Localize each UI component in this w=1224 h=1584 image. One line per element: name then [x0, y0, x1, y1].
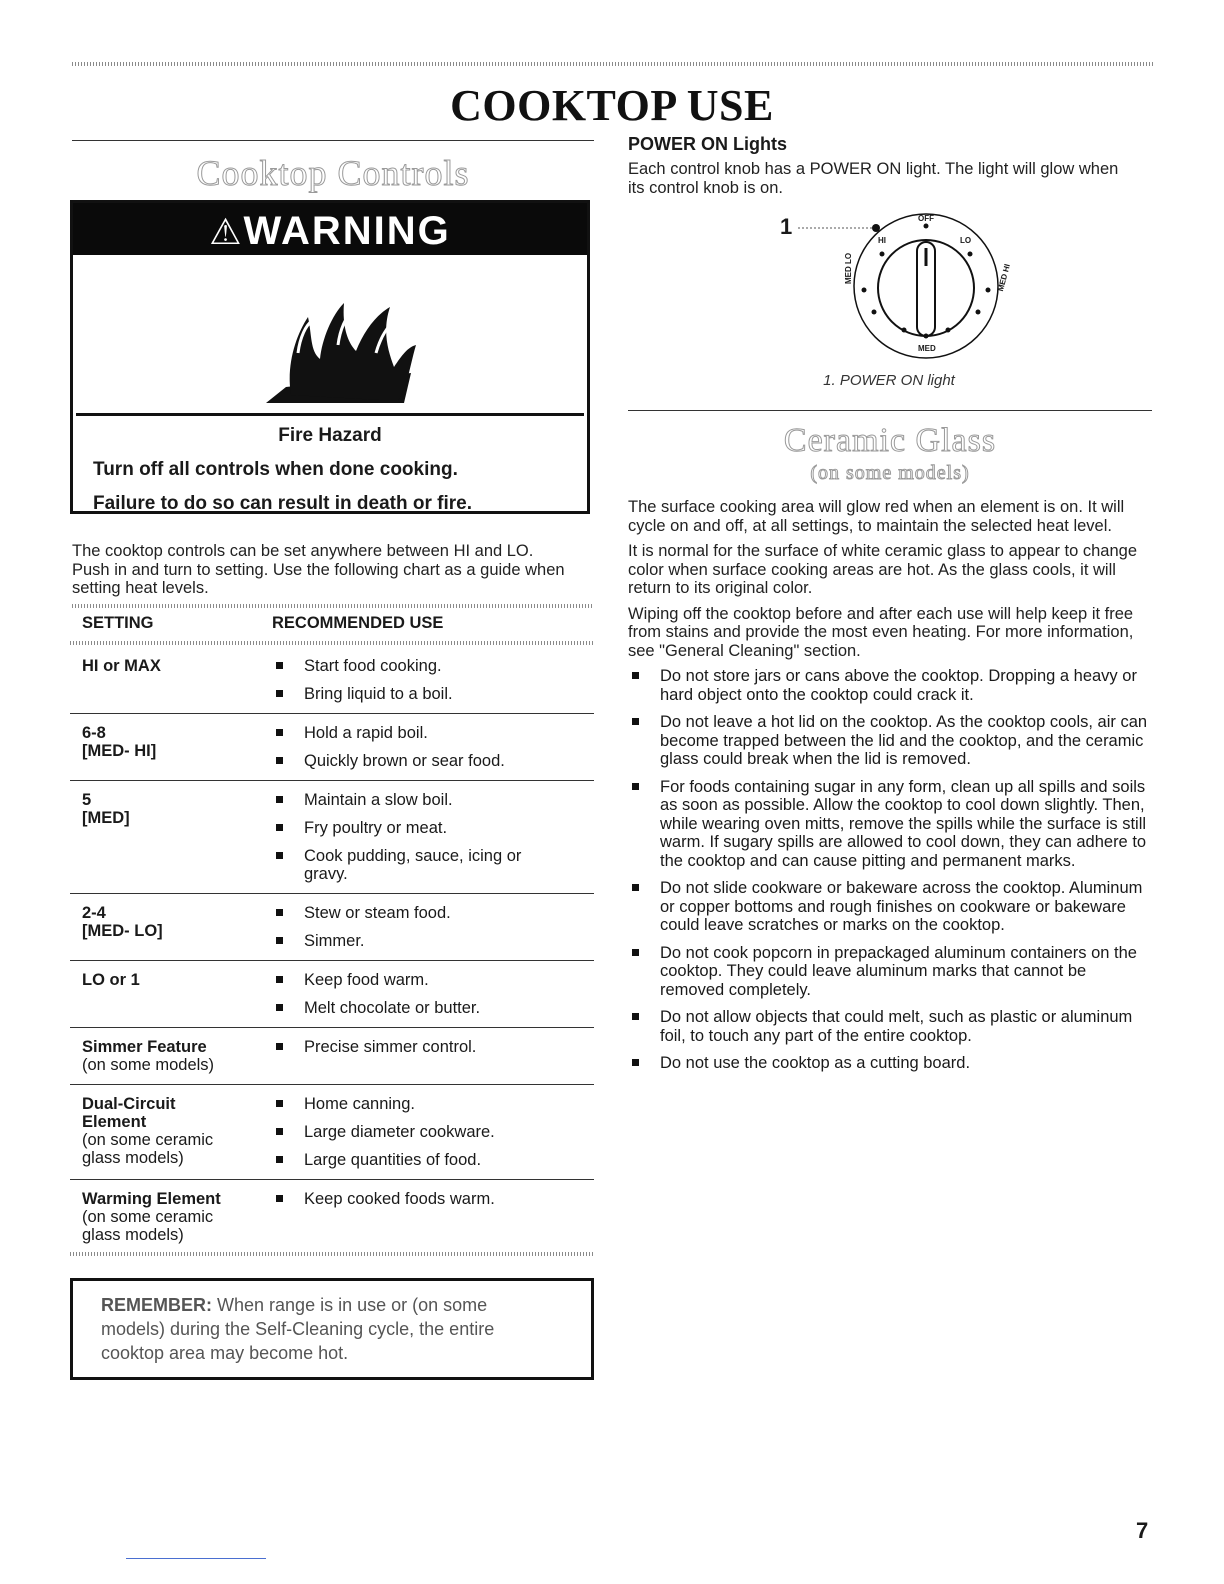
setting-name: 2-4: [82, 904, 106, 922]
ceramic-bullet-list: [628, 667, 1148, 1073]
ceramic-paragraph: It is normal for the surface of white ceramic glass to appear to change color when surface cooking areas are hot. As the glass cools, it will return to its original color.: [628, 542, 1138, 597]
warning-line-1: Turn off all controls when done cooking.: [93, 459, 458, 480]
list-item: Keep food warm.: [272, 971, 594, 989]
warning-box: [70, 200, 590, 514]
list-item: Simmer.: [272, 932, 594, 950]
list-item: Do not cook popcorn in prepackaged aluminum containers on the cooktop. They could leave aluminum marks that cannot be removed completely.: [628, 944, 1148, 1000]
remember-label: REMEMBER:: [101, 1295, 212, 1315]
setting-note: (on some ceramic glass models): [82, 1208, 214, 1244]
warning-label: WARNING: [243, 209, 451, 253]
use-list: [272, 1038, 594, 1056]
table-top-rule: [72, 604, 594, 608]
list-item: For foods containing sugar in any form, clean up all spills and soils as soon as possible. Allow the cooktop to cool down slightly. Then, while wearing oven mitts, remove the spills while the surface is still warm. If sugary spills are allowed to cool down, they can adhere to the cooktop and can cause pitting and permanent marks.: [628, 778, 1148, 871]
bottom-link-rule: [126, 1558, 266, 1559]
ceramic-glass-heading: Ceramic Glass: [783, 422, 997, 459]
table-row: [70, 781, 594, 894]
page-number: 7: [1136, 1518, 1149, 1543]
use-list: [272, 1190, 594, 1208]
ceramic-paragraph: The surface cooking area will glow red when an element is on. It will cycle on and off, at all settings, to maintain the selected heat level.: [628, 498, 1125, 535]
knob-label-med: MED: [918, 344, 936, 353]
list-item: Do not use the cooktop as a cutting board.: [628, 1054, 1148, 1073]
control-knob-illustration: [774, 206, 1024, 366]
list-item: Large quantities of food.: [272, 1151, 594, 1169]
col-use-header: RECOMMENDED USE: [272, 614, 444, 632]
list-item: Stew or steam food.: [272, 904, 594, 922]
list-item: Quickly brown or sear food.: [272, 752, 594, 770]
controls-intro: The cooktop controls can be set anywhere between HI and LO. Push in and turn to setting. Use the following chart as a guide when setting heat levels.: [72, 542, 565, 597]
use-list: [272, 971, 594, 1017]
top-rule: [72, 62, 1154, 66]
right-section-rule: [628, 410, 1152, 411]
setting-name: 6-8: [82, 724, 106, 742]
warning-banner: [73, 203, 587, 255]
flame-icon: [76, 255, 590, 413]
table-row: [70, 645, 594, 714]
list-item: Large diameter cookware.: [272, 1123, 594, 1141]
knob-label-med-lo: MED LO: [844, 252, 853, 284]
list-item: Keep cooked foods warm.: [272, 1190, 594, 1208]
warning-line-2: Failure to do so can result in death or fire.: [93, 493, 473, 514]
setting-name: Warming Element: [82, 1190, 221, 1208]
setting-name: Simmer Feature: [82, 1038, 207, 1056]
power-on-heading: POWER ON Lights: [628, 134, 787, 154]
setting-name-2: [MED- LO]: [82, 922, 163, 940]
col-setting-header: SETTING: [82, 614, 154, 632]
use-list: [272, 657, 594, 703]
knob-callout-number: 1: [780, 214, 793, 239]
table-row: [70, 714, 594, 781]
warning-triangle-icon: ⚠: [209, 211, 244, 252]
use-list: [272, 1095, 594, 1169]
ceramic-glass-body: [628, 498, 1148, 1082]
settings-table: [70, 612, 594, 1256]
use-list: [272, 791, 522, 883]
power-on-text: Each control knob has a POWER ON light. The light will glow when its control knob is on.: [628, 160, 1119, 197]
setting-name-2: [MED- HI]: [82, 742, 157, 760]
list-item: Do not leave a hot lid on the cooktop. As the cooktop cools, air can become trapped between the lid and the cooktop, and the ceramic glass could break when the lid is removed.: [628, 713, 1148, 769]
remember-text-block: [101, 1293, 551, 1365]
remember-text: When range is in use or (on some models) during the Self-Cleaning cycle, the entire cooktop area may become hot.: [101, 1295, 495, 1363]
cooktop-controls-heading: Cooktop Controls: [196, 153, 470, 193]
list-item: Melt chocolate or butter.: [272, 999, 594, 1017]
list-item: Maintain a slow boil.: [272, 791, 522, 809]
list-item: Do not allow objects that could melt, such as plastic or aluminum foil, to touch any part of the entire cooktop.: [628, 1008, 1148, 1045]
table-row: [70, 961, 594, 1028]
knob-label-hi: HI: [878, 236, 886, 245]
setting-name: HI or MAX: [82, 657, 161, 675]
left-section-rule: [72, 140, 594, 141]
control-knob-icon: [774, 206, 1024, 366]
warning-hazard-title: Fire Hazard: [278, 425, 382, 446]
list-item: Precise simmer control.: [272, 1038, 594, 1056]
table-row: [70, 1028, 594, 1085]
list-item: Do not slide cookware or bakeware across the cooktop. Aluminum or copper bottoms and rough finishes on cookware or bakeware could leave scratches or marks on the cooktop.: [628, 879, 1148, 935]
list-item: Home canning.: [272, 1095, 594, 1113]
list-item: Fry poultry or meat.: [272, 819, 522, 837]
setting-name: LO or 1: [82, 971, 140, 989]
setting-note: (on some models): [82, 1056, 215, 1074]
knob-label-off: OFF: [918, 214, 934, 223]
setting-note: (on some ceramic glass models): [82, 1131, 214, 1167]
knob-label-lo: LO: [960, 236, 972, 245]
table-row: [70, 894, 594, 961]
fire-hazard-pictogram: [76, 255, 584, 416]
setting-name-2: Element: [82, 1113, 147, 1131]
setting-name-2: [MED]: [82, 809, 130, 827]
list-item: Hold a rapid boil.: [272, 724, 594, 742]
ceramic-glass-subheading: (on some models): [810, 462, 970, 484]
knob-caption: 1. POWER ON light: [823, 372, 955, 389]
knob-label-med-hi: MED HI: [996, 262, 1012, 293]
setting-name: 5: [82, 791, 92, 809]
list-item: Do not store jars or cans above the cooktop. Dropping a heavy or hard object onto the cooktop could crack it.: [628, 667, 1148, 704]
table-header: [70, 612, 594, 641]
page-title: COOKTOP USE: [450, 81, 774, 130]
ceramic-paragraph: Wiping off the cooktop before and after each use will help keep it free from stains and provide the most even heating. For more information, see "General Cleaning" section.: [628, 604, 1134, 660]
list-item: Start food cooking.: [272, 657, 594, 675]
list-item: Cook pudding, sauce, icing or gravy.: [272, 847, 522, 883]
use-list: [272, 724, 594, 770]
list-item: Bring liquid to a boil.: [272, 685, 594, 703]
setting-name: Dual-Circuit: [82, 1095, 176, 1113]
use-list: [272, 904, 594, 950]
remember-box: [70, 1278, 594, 1380]
table-row: [70, 1085, 594, 1180]
table-row: [70, 1180, 594, 1252]
